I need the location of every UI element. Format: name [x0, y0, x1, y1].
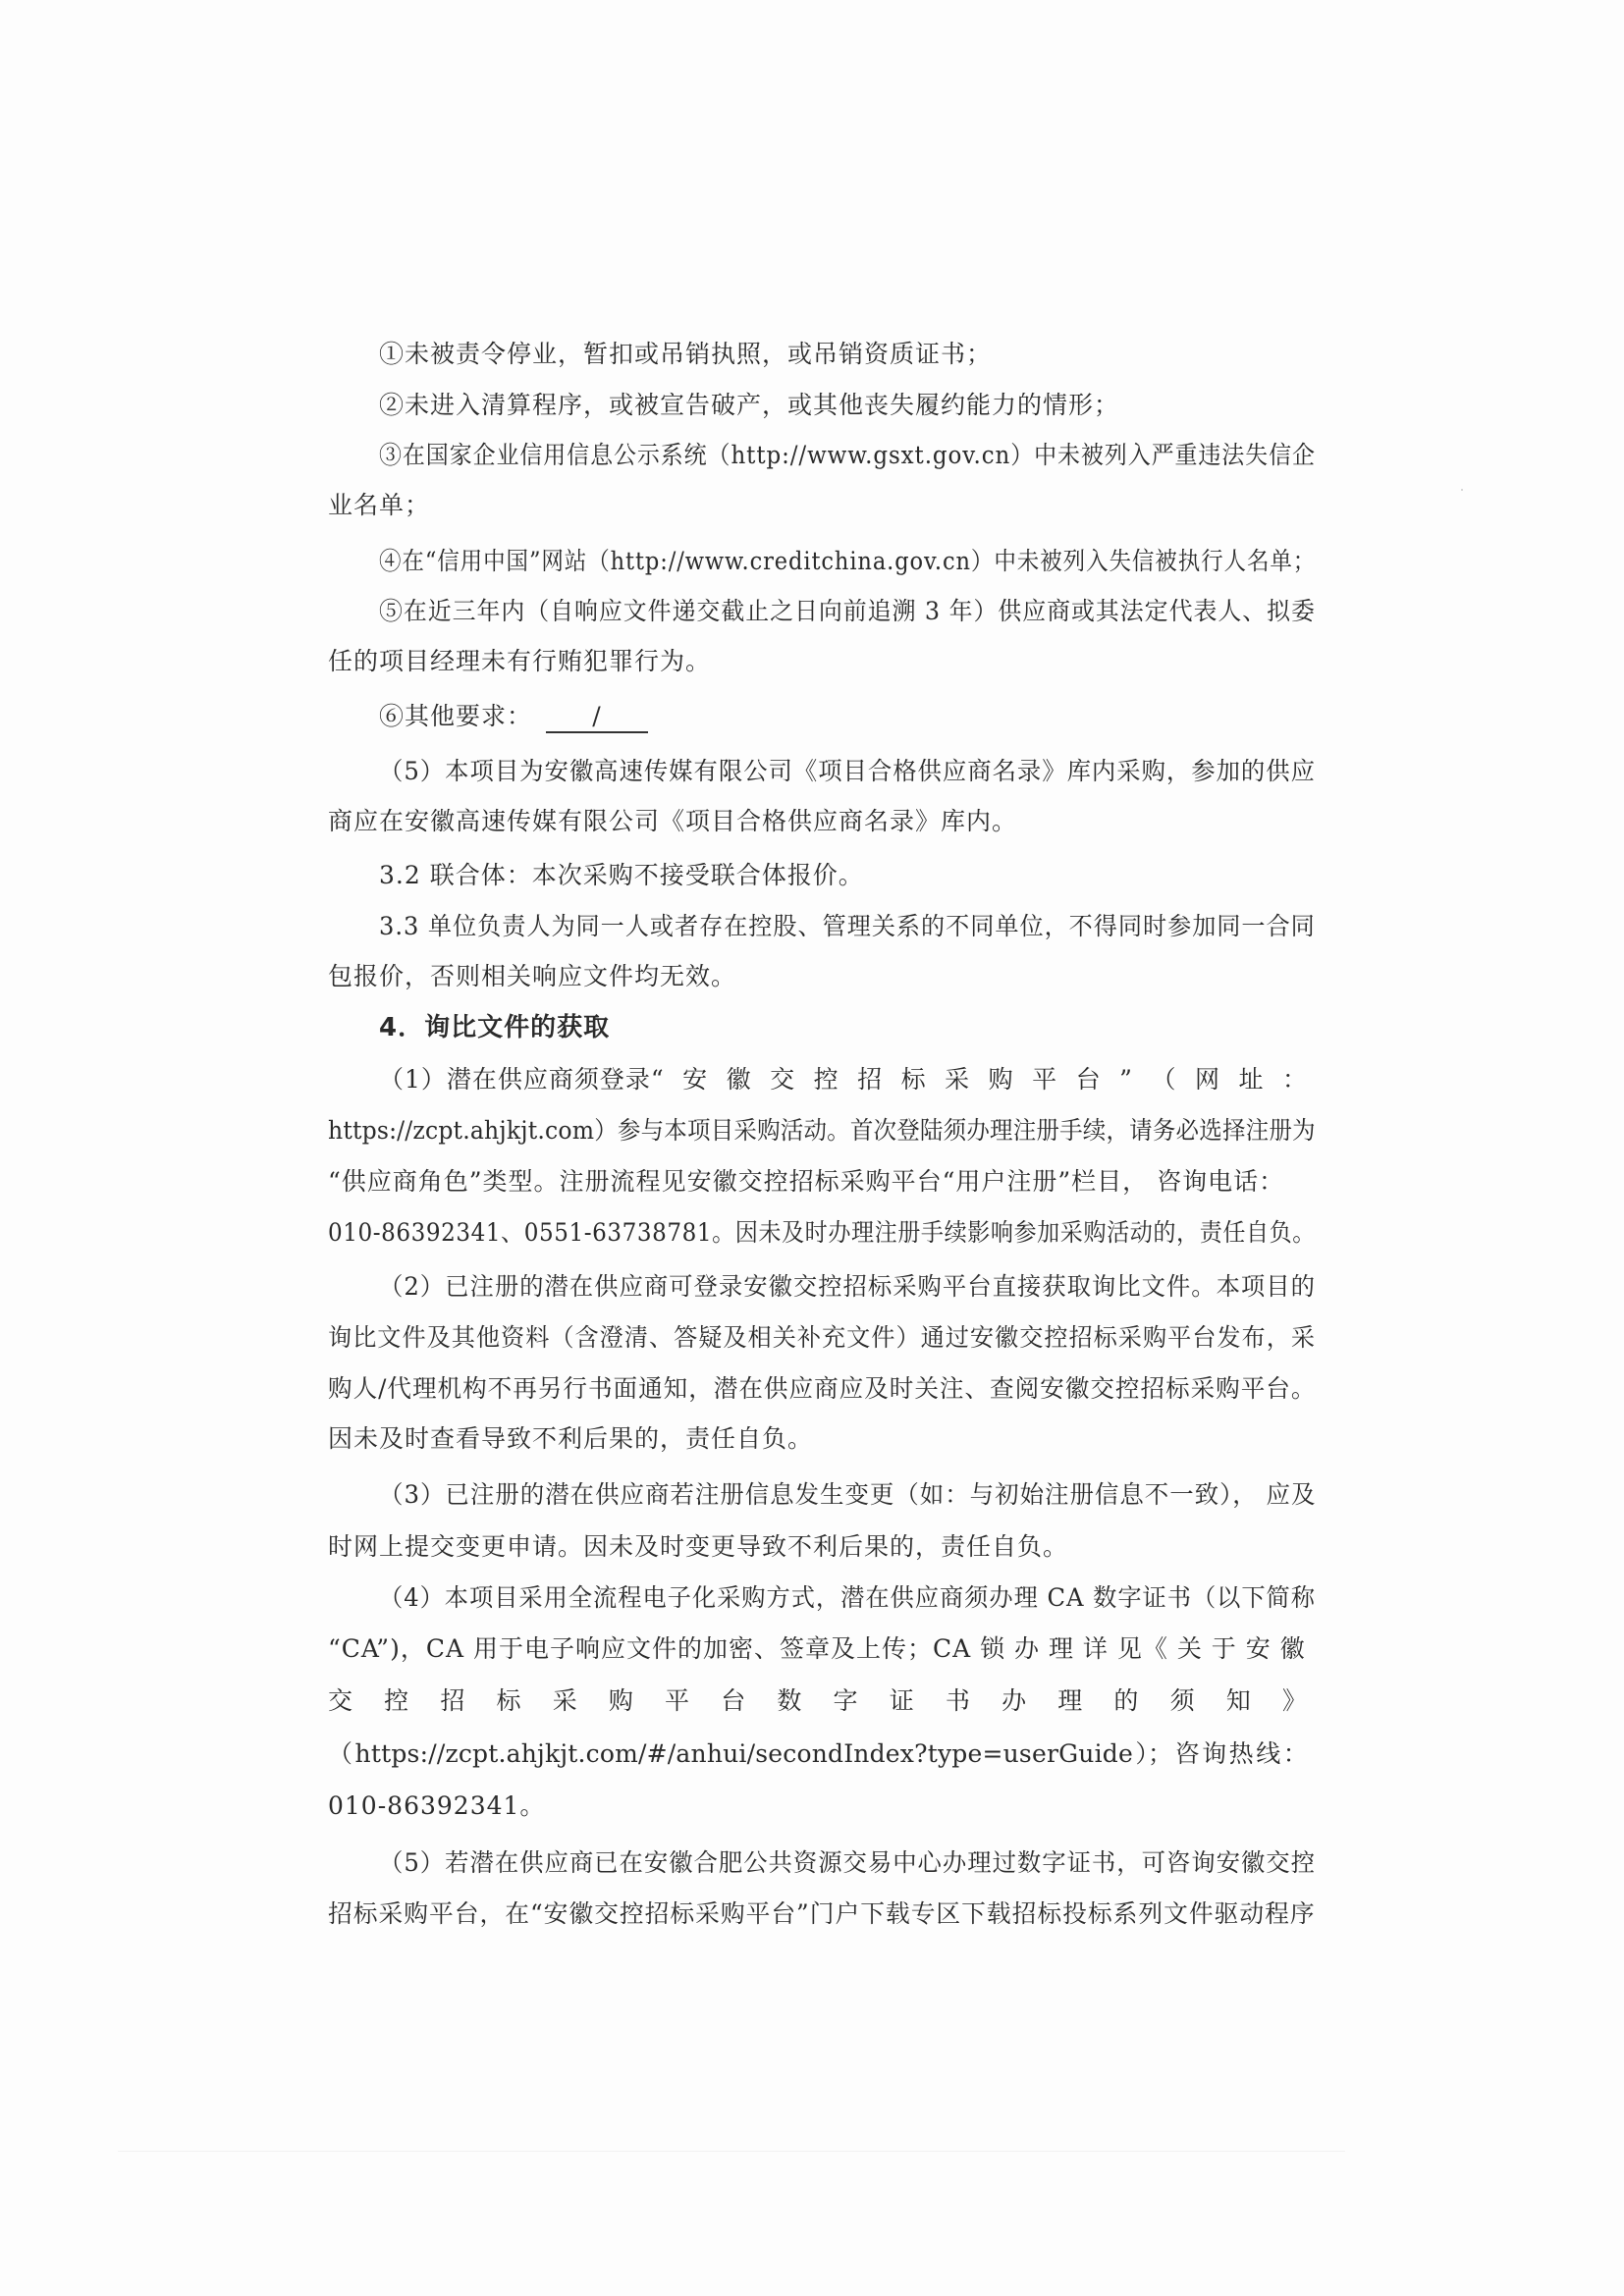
text-run: 采: [945, 1065, 971, 1094]
section-4-heading: 4．询比文件的获取: [379, 1013, 611, 1042]
text-run: 网: [1194, 1065, 1220, 1094]
criterion-3-line-1: ③在国家企业信用信息公示系统（http://www.gsxt.gov.cn）中未被列入严重违法失信企: [379, 441, 1316, 469]
paragraph-3-5-line-1: （5）本项目为安徽高速传媒有限公司《项目合格供应商名录》库内采购，参加的供应: [379, 757, 1316, 785]
criterion-6-label: ⑥其他要求：: [379, 702, 533, 730]
text-run: 交: [328, 1686, 354, 1715]
text-run: 址: [1238, 1065, 1265, 1094]
text-run: 理: [1057, 1686, 1084, 1715]
text-run: 须: [1169, 1686, 1196, 1715]
paragraph-4-4-line-4: [328, 1736, 1308, 1772]
text-run: 招: [857, 1065, 884, 1094]
text-run: 购: [988, 1065, 1014, 1094]
text-run: 平: [665, 1686, 691, 1715]
text-run: 知: [1225, 1686, 1252, 1715]
paragraph-4-3-line-1: （3）已注册的潜在供应商若注册信息发生变更（如：与初始注册信息不一致）， 应及: [379, 1480, 1317, 1509]
criterion-6-value: /: [546, 702, 648, 733]
criterion-3-line-2: 业名单；: [328, 491, 431, 519]
scan-artifact-dot: [1461, 489, 1463, 491]
text-run: 控: [813, 1065, 839, 1094]
text-run: 标: [900, 1065, 927, 1094]
paragraph-4-1-line-4: 010-86392341、0551-63738781。因未及时办理注册手续影响参加采购活动的，责任自负。: [328, 1218, 1316, 1247]
text-run: https://zcpt.ahjkjt.com/#/anhui/secondIndex?type=userGuide: [354, 1739, 1133, 1768]
paragraph-3-3-line-1: 3.3 单位负责人为同一人或者存在控股、管理关系的不同单位，不得同时参加同一合同: [379, 912, 1316, 940]
text-run: 控: [384, 1686, 410, 1715]
text-run: 徽: [726, 1065, 752, 1094]
text-run: 证: [889, 1686, 915, 1715]
text-run: ：: [1281, 1065, 1308, 1094]
criterion-5-line-2: 任的项目经理未有行贿犯罪行为。: [328, 647, 712, 675]
text-run: 办: [1001, 1686, 1028, 1715]
paragraph-4-5-line-2: 招标采购平台，在“安徽交控招标采购平台”门户下载专区下载招标投标系列文件驱动程序: [328, 1899, 1316, 1928]
criterion-4: ④在“信用中国”网站（http://www.creditchina.gov.cn）中未被列入失信被执行人名单；: [379, 547, 1317, 575]
text-run: 安: [682, 1065, 709, 1094]
text-run: 台: [1075, 1065, 1102, 1094]
text-run: ：: [1282, 1739, 1308, 1768]
paragraph-4-4-line-1: （4）本项目采用全流程电子化采购方式，潜在供应商须办理 CA 数字证书（以下简称: [379, 1583, 1316, 1612]
text-run: 询: [1202, 1739, 1227, 1768]
criterion-2: ②未进入清算程序，或被宣告破产，或其他丧失履约能力的情形；: [379, 391, 1120, 419]
text-run: 平: [1032, 1065, 1058, 1094]
paragraph-4-1-line-1: [379, 1062, 1308, 1097]
text-run: ”: [1119, 1065, 1133, 1094]
text-run: 台: [721, 1686, 747, 1715]
criterion-6: [379, 699, 648, 734]
text-run: 购: [608, 1686, 634, 1715]
text-run: 热: [1228, 1739, 1254, 1768]
paragraph-4-2-line-1: （2）已注册的潜在供应商可登录安徽交控招标采购平台直接获取询比文件。本项目的: [379, 1272, 1316, 1301]
text-run: 的: [1113, 1686, 1140, 1715]
text-run: 咨: [1174, 1739, 1200, 1768]
text-run: （: [328, 1739, 353, 1768]
paragraph-4-5-line-1: （5）若潜在供应商已在安徽合肥公共资源交易中心办理过数字证书，可咨询安徽交控: [379, 1848, 1316, 1877]
text-run: 》: [1281, 1686, 1308, 1715]
paragraph-4-3-line-2: 时网上提交变更申请。因未及时变更导致不利后果的，责任自负。: [328, 1532, 1069, 1561]
text-run: （: [1151, 1065, 1177, 1094]
criterion-1: ①未被责令停业，暂扣或吊销执照，或吊销资质证书；: [379, 340, 993, 368]
text-run: 书: [945, 1686, 971, 1715]
paragraph-4-2-line-2: 询比文件及其他资料（含澄清、答疑及相关补充文件）通过安徽交控招标采购平台发布，采: [328, 1323, 1317, 1352]
paragraph-4-1-line-2: https://zcpt.ahjkjt.com）参与本项目采购活动。首次登陆须办理注册手续，请务必选择注册为: [328, 1116, 1316, 1145]
text-run: 线: [1256, 1739, 1281, 1768]
paragraph-4-2-line-3: 购人/代理机构不再另行书面通知，潜在供应商应及时关注、查阅安徽交控招标采购平台。: [328, 1374, 1317, 1403]
text-run: 数: [777, 1686, 803, 1715]
paragraph-4-2-line-4: 因未及时查看导致不利后果的，责任自负。: [328, 1424, 814, 1453]
text-run: 采: [552, 1686, 578, 1715]
paragraph-3-2: 3.2 联合体：本次采购不接受联合体报价。: [379, 861, 864, 889]
text-run: 交: [770, 1065, 796, 1094]
paragraph-3-5-line-2: 商应在安徽高速传媒有限公司《项目合格供应商名录》库内。: [328, 807, 1018, 835]
criterion-5-line-1: ⑤在近三年内（自响应文件递交截止之日向前追溯 3 年）供应商或其法定代表人、拟委: [379, 597, 1316, 625]
paragraph-4-1-line-3: “供应商角色”类型。注册流程见安徽交控招标采购平台“用户注册”栏目， 咨询电话：: [328, 1167, 1285, 1196]
text-run: 字: [833, 1686, 859, 1715]
text-run: （1）潜在供应商须登录“: [379, 1065, 665, 1094]
text-run: 标: [496, 1686, 522, 1715]
paragraph-4-4-line-5: 010-86392341。: [328, 1791, 546, 1820]
text-run: 招: [440, 1686, 466, 1715]
paragraph-4-4-line-2: “CA”)，CA 用于电子响应文件的加密、签章及上传；CA 锁 办 理 详 见《 关 于 安 徽: [328, 1634, 1306, 1663]
text-run: ）；: [1135, 1739, 1173, 1768]
paragraph-4-4-line-3: [328, 1683, 1308, 1719]
paragraph-3-3-line-2: 包报价，否则相关响应文件均无效。: [328, 962, 737, 990]
scan-artifact-line: [118, 2151, 1345, 2152]
